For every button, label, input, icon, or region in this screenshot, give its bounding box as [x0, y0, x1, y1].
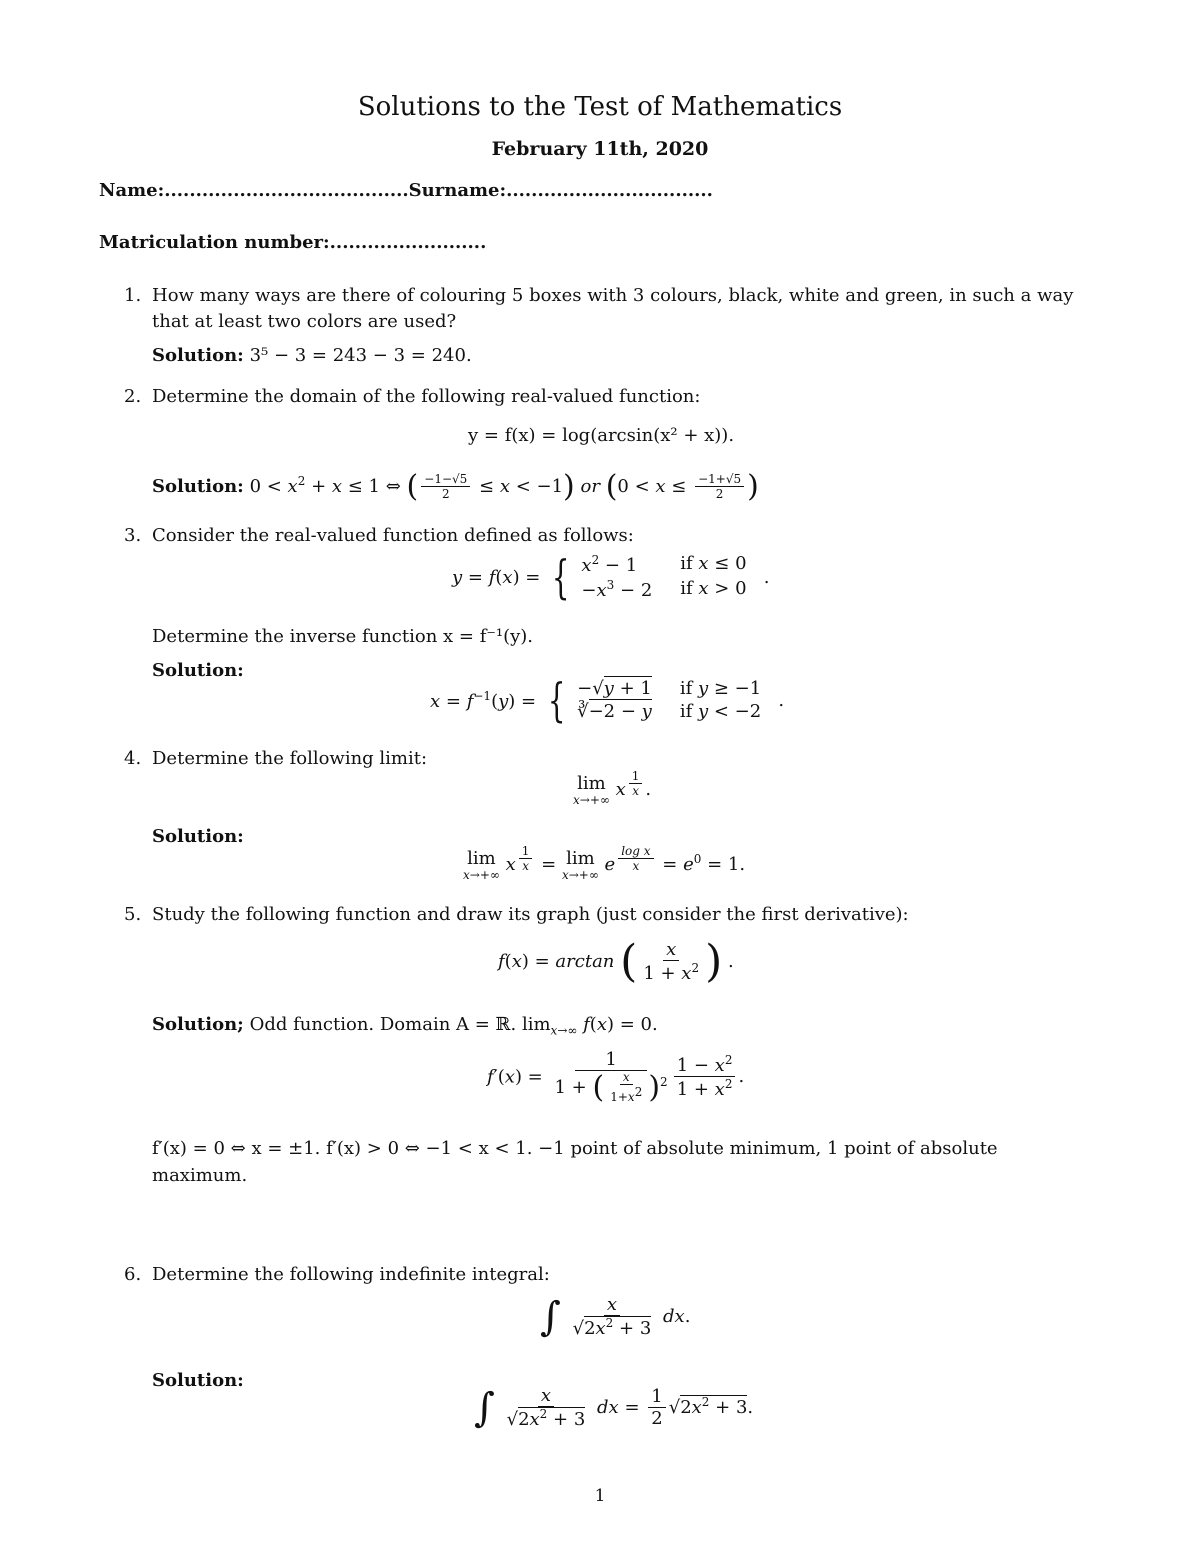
problem-3-inverse-text: Determine the inverse function x = f⁻¹(y). — [152, 626, 534, 647]
problem-1-solution — [152, 345, 472, 366]
name-surname-line — [99, 180, 713, 201]
solution-label: Solution; — [152, 1014, 244, 1035]
problem-3-text: Consider the real-valued function defined as follows: — [152, 525, 634, 546]
solution-value: 3⁵ − 3 = 243 − 3 = 240. — [249, 345, 472, 366]
problem-6-integral: ∫ $\frac{x}{√2x^2 + 3}$ dx. — [540, 1293, 691, 1340]
problem-1-number: 1. — [124, 285, 142, 306]
name-field: Name:....................................... — [99, 180, 409, 201]
page-number: 1 — [594, 1486, 606, 1506]
problem-6-text: Determine the following indefinite integral: — [152, 1264, 550, 1285]
problem-2-text: Determine the domain of the following real-valued function: — [152, 386, 701, 407]
problem-3-solution: $x = f^{-1}(y)$ = { −√y + 1 if y ≥ −1 ∛−2 − y if y < −2 . — [430, 673, 785, 727]
problem-3-piecewise: y = f(x) = { $x^2 - 1$ if x ≤ 0 $-x^3 - 2$ if x > 0 . — [452, 550, 770, 604]
problem-4-number: 4. — [124, 748, 142, 769]
surname-field: Surname:................................. — [408, 180, 713, 201]
problem-4-solution: lim x→+∞ x $^{\frac{1}{x}}$ = lim x→+∞ e $^{\frac{\text{log x}}{x}}$ = $e^0 = 1$. — [463, 844, 746, 883]
problem-4-text: Determine the following limit: — [152, 748, 428, 769]
problem-5-text: Study the following function and draw its graph (just consider the first derivative): — [152, 904, 909, 925]
problem-5-solution: Solution; Odd function. Domain A = ℝ. $\lim_{x\to\infty} f(x) = 0$. — [152, 1014, 658, 1038]
problem-4-limit: lim x→+∞ x $^{\frac{1}{x}}$ . — [573, 769, 652, 808]
solution-label: Solution: — [152, 476, 244, 497]
problem-2-solution: Solution: $0 < x^2 + x \le 1$ ⇔ ( $\frac{-1-√5}{2}$ ≤ x < −1) or (0 < x ≤ $\frac{-1+√5}{2}$ ) — [152, 469, 759, 504]
matriculation-field: Matriculation number:......................... — [99, 232, 487, 253]
page-date: February 11th, 2020 — [491, 138, 709, 160]
problem-1-text-line1: How many ways are there of colouring 5 boxes with 3 colours, black, white and green, in such a way — [152, 285, 1074, 306]
solution-label: Solution: — [152, 345, 244, 366]
problem-5-function: f(x) = arctan ( $\frac{x}{1 + x^2}$ ) . — [498, 936, 734, 988]
solution-text: Odd function. Domain A = ℝ. lim — [249, 1014, 551, 1035]
problem-5-number: 5. — [124, 904, 142, 925]
problem-2-number: 2. — [124, 386, 142, 407]
problem-5-conclusion-line1: f′(x) = 0 ⇔ x = ±1. f′(x) > 0 ⇔ −1 < x < 1. −1 point of absolute minimum, 1 point of absolute — [152, 1138, 998, 1159]
problem-5-conclusion-line2: maximum. — [152, 1165, 248, 1186]
problem-1-text-line2: that at least two colors are used? — [152, 311, 457, 332]
problem-4-solution-label: Solution: — [152, 826, 244, 847]
problem-5-derivative: f′(x) = 1 1 + ( $\frac{x}{1+x^2}$ )$^2$ $\frac{1 - x^2}{1 + x^2}$ . — [487, 1049, 745, 1105]
problem-2-formula: y = f(x) = log(arcsin(x² + x)). — [468, 425, 735, 446]
problem-6-number: 6. — [124, 1264, 142, 1285]
problem-3-number: 3. — [124, 525, 142, 546]
problem-6-solution: ∫ $\frac{x}{√2x^2 + 3}$ dx = $\frac{1}{2}$ $√2x^2 + 3$. — [474, 1384, 754, 1431]
problem-3-solution-label: Solution: — [152, 660, 244, 681]
page-title: Solutions to the Test of Mathematics — [357, 92, 843, 122]
problem-6-solution-label: Solution: — [152, 1370, 244, 1391]
